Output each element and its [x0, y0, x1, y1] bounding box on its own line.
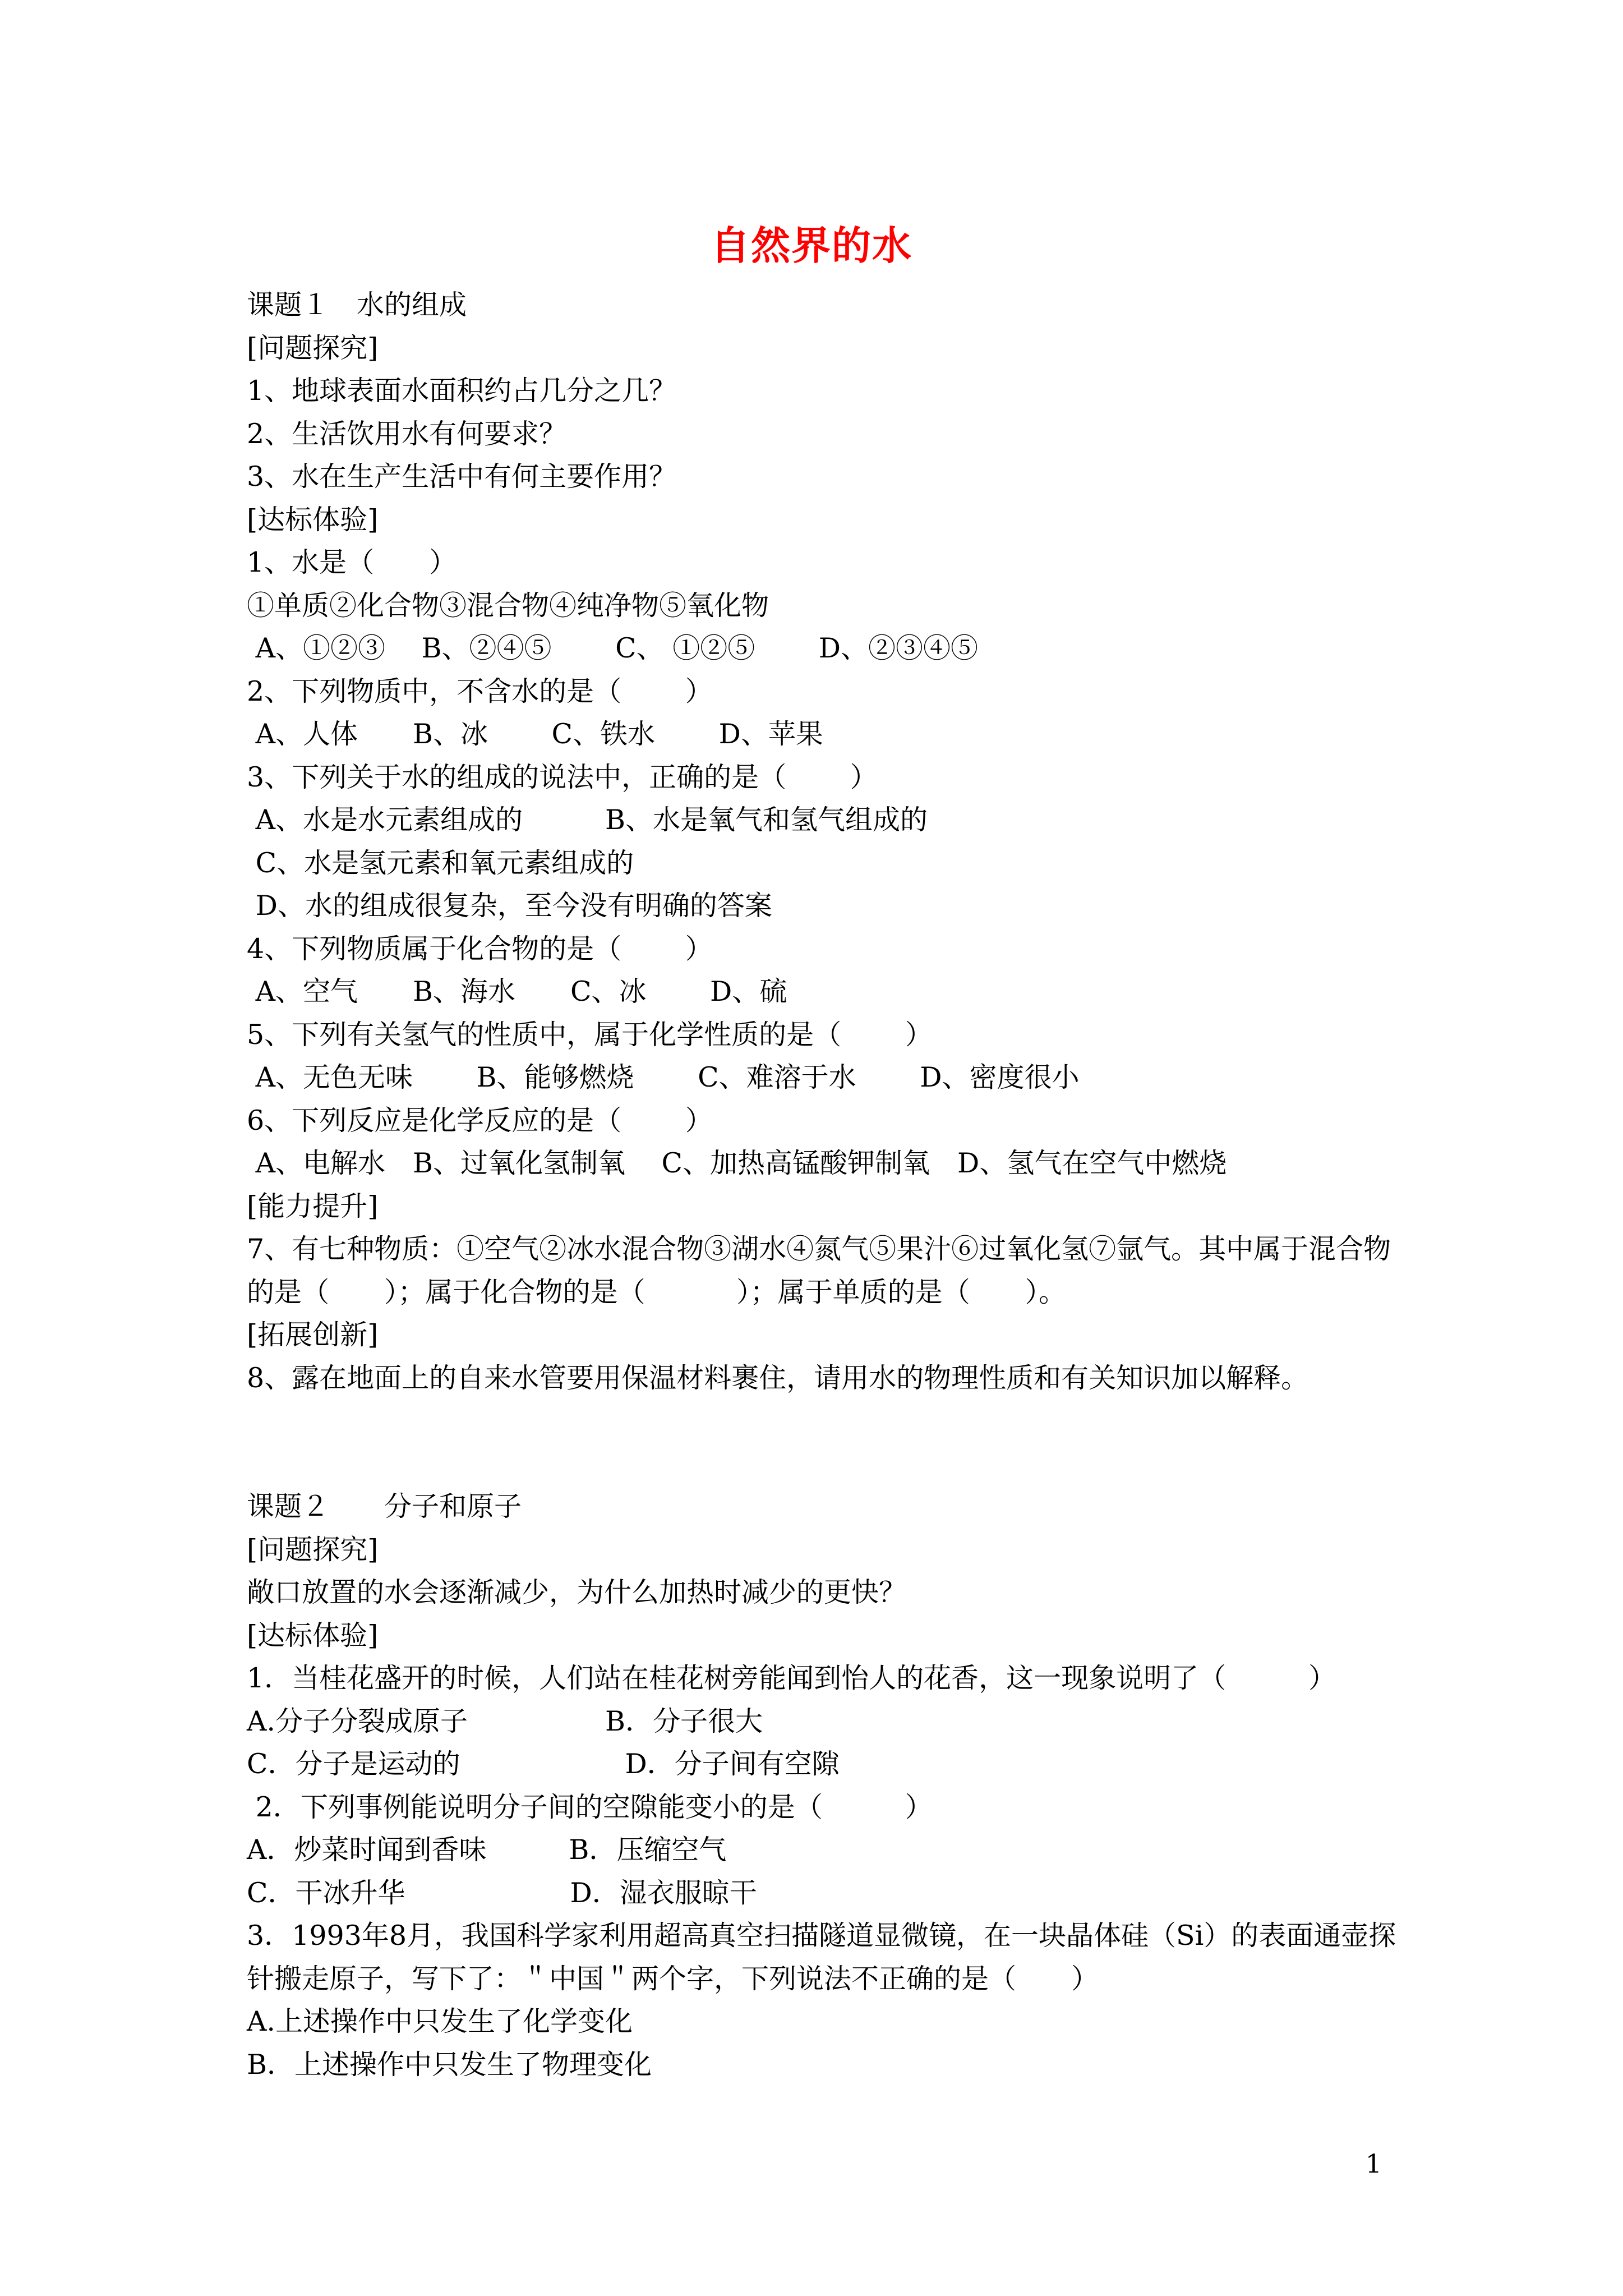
s2-question-1-options-ab: A.分子分裂成原子 B．分子很大 [247, 1705, 763, 1737]
section-2-inquiry-label: [问题探究] [247, 1533, 379, 1566]
question-4-stem: 4、下列物质属于化合物的是（ ） [247, 932, 713, 965]
section-1-extension-label: [拓展创新] [247, 1319, 379, 1351]
question-1-choices: ①单质②化合物③混合物④纯净物⑤氧化物 [247, 589, 769, 622]
question-4-options: A、空气 B、海水 C、冰 D、硫 [247, 976, 787, 1007]
question-1-stem: 1、水是（ ） [247, 546, 457, 578]
inquiry-item: 1、地球表面水面积约占几分之几？ [247, 375, 677, 407]
s2-question-2-options-cd: C．干冰升华 D．湿衣服晾干 [247, 1876, 757, 1909]
question-3-options-ab: A、水是水元素组成的 B、水是氧气和氢气组成的 [247, 804, 928, 836]
question-6-options: A、电解水 B、过氧化氢制氧 C、加热高锰酸钾制氧 D、氢气在空气中燃烧 [247, 1147, 1227, 1179]
s2-question-1-options-cd: C．分子是运动的 D．分子间有空隙 [247, 1748, 840, 1780]
s2-question-1-stem: 1．当桂花盛开的时候，人们站在桂花树旁能闻到怡人的花香，这一现象说明了（ ） [247, 1662, 1336, 1694]
spacer [247, 1400, 1396, 1485]
question-3-option-d: D、水的组成很复杂，至今没有明确的答案 [247, 890, 772, 922]
section-2-heading: 课题２ 分子和原子 [247, 1490, 522, 1522]
document-body [247, 284, 1396, 2086]
question-5-options: A、无色无味 B、能够燃烧 C、难溶于水 D、密度很小 [247, 1061, 1080, 1093]
section-1-heading: 课题１ 水的组成 [247, 289, 467, 321]
question-2-stem: 2、下列物质中，不含水的是（ ） [247, 675, 713, 707]
s2-question-2-stem: 2．下列事例能说明分子间的空隙能变小的是（ ） [247, 1791, 933, 1823]
section-1-practice-label: [达标体验] [247, 503, 379, 536]
inquiry-item: 3、水在生产生活中有何主要作用？ [247, 461, 677, 493]
inquiry-item: 2、生活饮用水有何要求？ [247, 417, 567, 450]
section-2-inquiry-text: 敞口放置的水会逐渐减少，为什么加热时减少的更快？ [247, 1576, 907, 1608]
s2-question-3-option-a: A.上述操作中只发生了化学变化 [247, 2005, 633, 2037]
section-1-ability-label: [能力提升] [247, 1190, 379, 1222]
s2-question-3-stem: 3．1993年8月，我国科学家利用超高真空扫描隧道显微镜，在一块晶体硅（Si）的表面通壶探针搬走原子，写下了：＂中国＂两个字，下列说法不正确的是（ ） [247, 1920, 1396, 1995]
page-title: 自然界的水 [711, 222, 912, 269]
s2-question-3-option-b: B．上述操作中只发生了物理变化 [247, 2048, 652, 2081]
page-number: 1 [1365, 2148, 1382, 2179]
question-2-options: A、人体 B、冰 C、铁水 D、苹果 [247, 718, 823, 750]
question-6-stem: 6、下列反应是化学反应的是（ ） [247, 1104, 713, 1137]
section-2-practice-label: [达标体验] [247, 1619, 379, 1651]
question-7: 7、有七种物质：①空气②冰水混合物③湖水④氮气⑤果汁⑥过氧化氢⑦氩气。其中属于混合物的是（ ）；属于化合物的是（ ）；属于单质的是（ ）。 [247, 1233, 1391, 1308]
question-3-stem: 3、下列关于水的组成的说法中，正确的是（ ） [247, 761, 878, 793]
question-3-option-c: C、水是氢元素和氧元素组成的 [247, 846, 634, 879]
question-8: 8、露在地面上的自来水管要用保温材料裹住，请用水的物理性质和有关知识加以解释。 [247, 1361, 1309, 1394]
question-5-stem: 5、下列有关氢气的性质中，属于化学性质的是（ ） [247, 1018, 933, 1051]
question-1-options: A、①②③ B、②④⑤ C、 ①②⑤ D、②③④⑤ [247, 632, 979, 664]
s2-question-2-options-ab: A．炒菜时闻到香味 B．压缩空气 [247, 1834, 727, 1866]
section-1-inquiry-label: [问题探究] [247, 332, 379, 364]
